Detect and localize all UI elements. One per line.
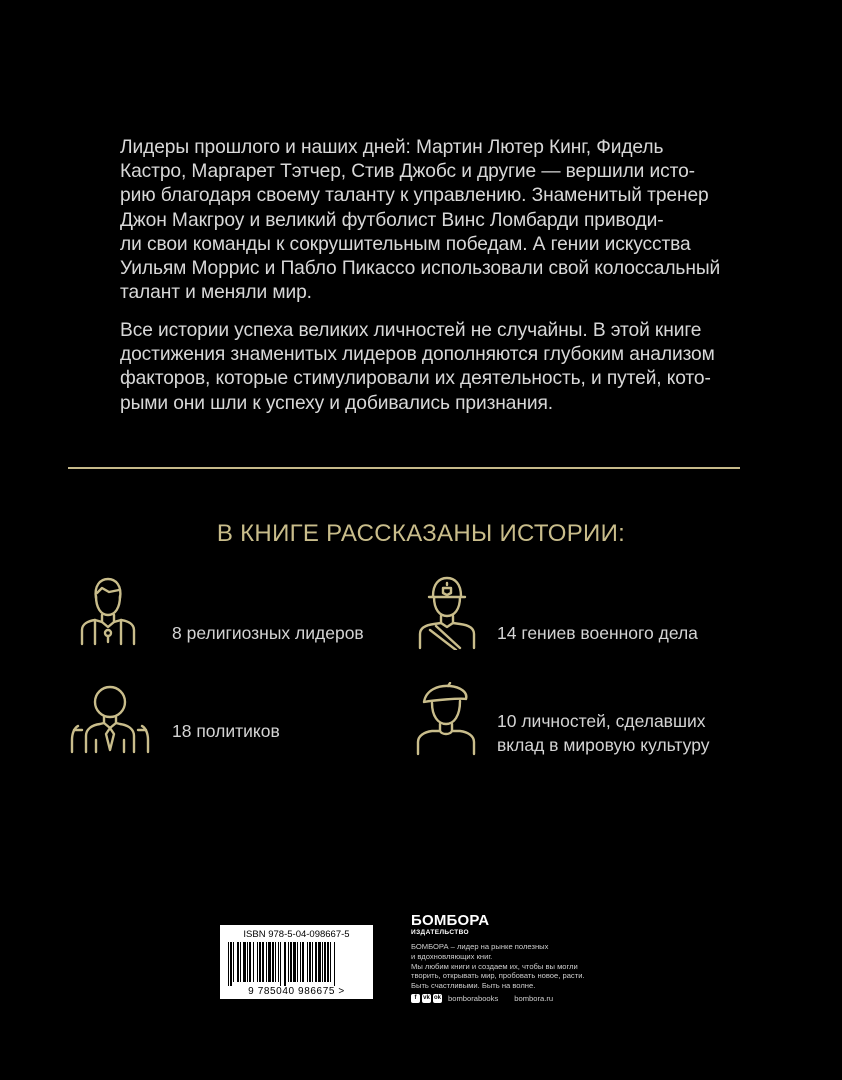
social-handle[interactable]: bomborabooks [448,993,499,1003]
description-paragraph-2 [120,319,740,416]
text-line: творить, открывать мир, пробовать новое, расти. [411,971,585,981]
text-line: Лидеры прошлого и наших дней: Мартин Лютер Кинг, Фидель [120,137,664,158]
facebook-icon[interactable]: f [411,994,420,1003]
stat-line: 10 личностей, сделавших [497,711,706,731]
isbn-barcode [220,925,373,999]
politician-icon [68,684,152,754]
gold-divider [68,467,740,469]
text-line: и вдохновляющих книг. [411,951,493,961]
religious-leader-icon [78,574,138,646]
stat-line: вклад в мировую культуру [497,735,710,755]
website-link[interactable]: bombora.ru [514,993,554,1003]
soldier-icon [416,574,478,650]
text-line: рыми они шли к успеху и добивались признания. [120,392,553,414]
publisher-description [411,942,641,991]
text-line: ли свои команды к сокрушительным победам. А гении искусства [120,233,691,255]
text-line: Все истории успеха великих личностей не случайны. В этой книге [120,320,702,341]
stat-culture-figures [497,709,709,757]
section-title: В КНИГЕ РАССКАЗАНЫ ИСТОРИИ: [216,520,626,547]
text-line: талант и меняли мир. [120,282,312,304]
text-line: Уильям Моррис и Пабло Пикассо использовали свой колоссальный [120,258,721,280]
text-line: факторов, которые стимулировали их деятельность, и путей, кото- [120,368,711,390]
publisher-subtitle: ИЗДАТЕЛЬСТВО [411,929,470,936]
barcode-bars [226,942,367,986]
isbn-number: ISBN 978-5-04-098667-5 [243,929,350,940]
stat-politicians: 18 политиков [172,721,280,741]
text-line: достижения знаменитых лидеров дополняются глубоким анализом [120,344,715,366]
stat-religious-leaders: 8 религиозных лидеров [172,623,364,643]
vk-icon[interactable]: vk [423,994,430,1001]
publisher-logo: БОМБОРА [411,912,490,929]
stat-military-geniuses: 14 гениев военного дела [497,623,698,643]
text-line: Джон Макгроу и великий футболист Винс Ломбарди приводи- [120,209,664,231]
description-paragraph-1 [120,136,740,305]
social-links [411,993,553,1003]
text-line: БОМБОРА – лидер на рынке полезных [411,942,549,951]
text-line: Кастро, Маргарет Тэтчер, Стив Джобс и другие — вершили исто- [120,161,695,183]
text-line: Мы любим книги и создаем их, чтобы вы могли [411,961,578,971]
text-line: Быть счастливыми. Быть на волне. [411,981,536,991]
barcode-digits: 9 785040 986675 > [248,986,345,997]
ok-icon[interactable]: ok [433,994,441,1001]
text-line: рию благодаря своему таланту к управлению. Знаменитый тренер [120,185,709,207]
artist-icon [414,682,478,756]
